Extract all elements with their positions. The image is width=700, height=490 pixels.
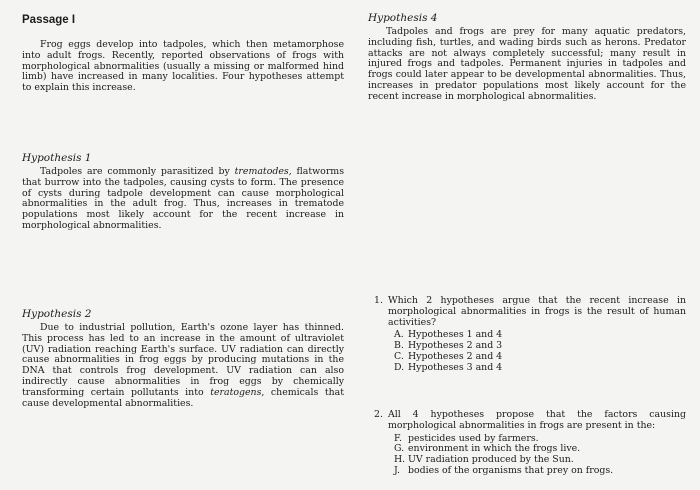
question-2-stem: All 4 hypotheses propose that the factors causing morphological abnormalities in frogs are present in the: bbox=[388, 409, 686, 431]
option-text: bodies of the organisms that prey on frogs. bbox=[408, 464, 614, 476]
hypothesis-1-text-after: , flatworms that burrow into the tadpoles, causing cysts to form. The presence of cysts during tadpole development can cause morphological abnormalities in the adult frog. Thus, increases in trematode populations most likely account for the recent increase in morphological abnormalities. bbox=[22, 166, 345, 231]
option-letter: G. bbox=[394, 443, 405, 455]
question-1-number: 1. bbox=[374, 295, 383, 306]
hypothesis-4-title: Hypothesis 4 bbox=[368, 12, 438, 24]
hypothesis-4 bbox=[368, 12, 686, 103]
option-text: environment in which the frogs live. bbox=[408, 443, 581, 455]
hypothesis-2-text-after: , chemicals that cause developmental abnormalities. bbox=[22, 386, 345, 409]
option-letter: B. bbox=[394, 340, 404, 352]
option-text: Hypotheses 3 and 4 bbox=[408, 361, 503, 373]
hypothesis-2-text bbox=[22, 323, 344, 409]
hypothesis-2 bbox=[22, 308, 344, 409]
hypothesis-1-text bbox=[22, 167, 344, 232]
answer-option-j[interactable] bbox=[394, 466, 686, 477]
question-1-stem: Which 2 hypotheses argue that the recent increase in morphological abnormalities in frogs is the result of human activities? bbox=[388, 295, 686, 328]
hypothesis-2-text-before: Due to industrial pollution, Earth's ozone layer has thinned. This process has led to an increase in the amount of ultraviolet (UV) radiation reaching Earth's surface. UV radiation can directly cause abnormalities in frog eggs by producing mutations in the DNA that controls frog development. UV radiation can also indirectly cause abnormalities in frog eggs by chemically transforming certain pollutants into bbox=[22, 322, 344, 398]
option-text: UV radiation produced by the Sun. bbox=[408, 454, 574, 466]
option-letter: F. bbox=[394, 432, 403, 444]
answer-option-d[interactable] bbox=[394, 363, 686, 374]
option-text: Hypotheses 1 and 4 bbox=[408, 329, 503, 341]
option-text: pesticides used by farmers. bbox=[408, 432, 539, 444]
passage-title: Passage I bbox=[22, 14, 76, 26]
option-letter: H. bbox=[394, 454, 406, 466]
option-text: Hypotheses 2 and 3 bbox=[408, 340, 503, 352]
option-letter: A. bbox=[394, 329, 404, 341]
hypothesis-1 bbox=[22, 152, 344, 232]
question-2 bbox=[374, 410, 686, 477]
option-letter: J. bbox=[394, 464, 401, 476]
hypothesis-1-text-before: Tadpoles are commonly parasitized by bbox=[40, 166, 235, 177]
option-letter: C. bbox=[394, 350, 404, 362]
hypothesis-4-text: Tadpoles and frogs are prey for many aquatic predators, including fish, turtles, and wading birds such as herons. Predator attacks are not always completely successful; many result in injured frogs and tadpoles. Permanent injuries in tadpoles and frogs could later appear to be developmental abnormalities. Thus, increases in predator populations most likely account for the recent increase in morphological abnormalities. bbox=[368, 26, 686, 102]
question-1-options bbox=[394, 330, 686, 373]
question-2-number: 2. bbox=[374, 409, 383, 420]
hypothesis-2-term: teratogens bbox=[210, 386, 262, 398]
passage-intro-section bbox=[22, 14, 344, 94]
question-2-options bbox=[394, 434, 686, 477]
hypothesis-1-title: Hypothesis 1 bbox=[22, 152, 92, 164]
passage-intro-text: Frog eggs develop into tadpoles, which then metamorphose into adult frogs. Recently, reported observations of frogs with morphological abnormalities (usually a missing or malformed hind limb) have increased in many localities. Four hypotheses attempt to explain this increase. bbox=[22, 39, 344, 94]
hypothesis-2-title: Hypothesis 2 bbox=[22, 308, 92, 320]
question-1 bbox=[374, 296, 686, 374]
hypothesis-1-term: trematodes bbox=[234, 166, 289, 177]
option-letter: D. bbox=[394, 361, 405, 373]
option-text: Hypotheses 2 and 4 bbox=[408, 350, 503, 362]
